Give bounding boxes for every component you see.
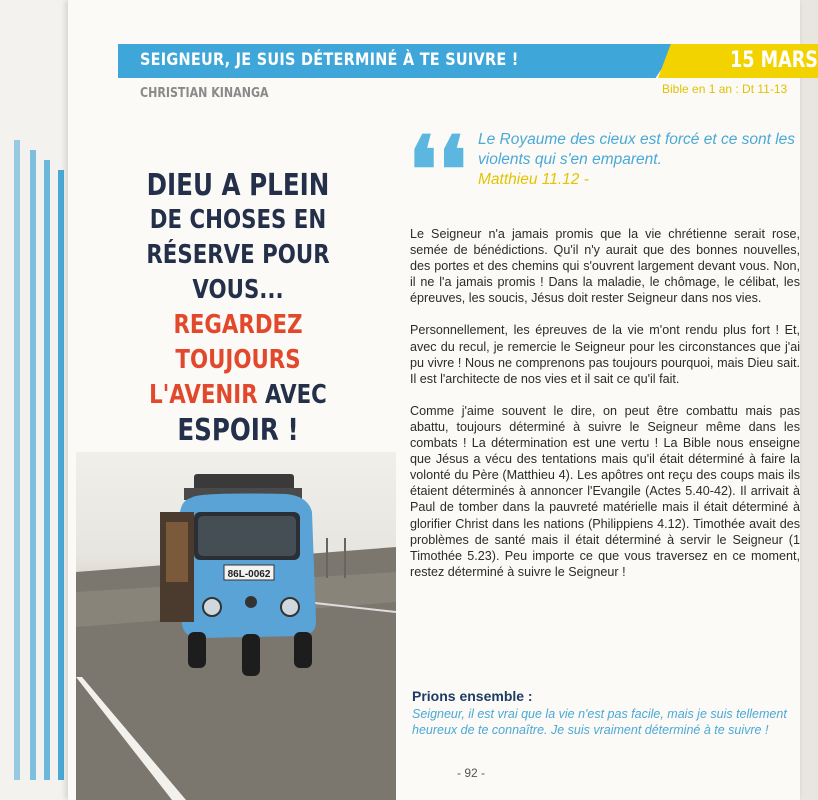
headline-highlight-word: L'AVENIR [149, 380, 258, 410]
scripture-quote [478, 130, 796, 190]
tuktuk-photo [76, 452, 396, 800]
headline-word: AVEC [257, 380, 327, 410]
paragraph: Personnellement, les épreuves de la vie m'ont rendu plus fort ! Et, avec du recul, je remercie le Seigneur pour les circonstances que j'ai pu vivre ! Nous ne comprenons pas toujours pourquoi, mais Dieu sait. Il est l'architecte de nos vies et il sait ce qu'il fait. [410, 323, 800, 386]
headline-line: DIEU A PLEIN [146, 168, 330, 203]
page-title: SEIGNEUR, JE SUIS DÉTERMINÉ À TE SUIVRE ! [140, 50, 519, 70]
devotional-body [410, 226, 800, 596]
headline-line: ESPOIR ! [177, 413, 299, 448]
quote-reference: Matthieu 11.12 [478, 171, 580, 188]
quote-dash: - [579, 171, 589, 188]
license-plate: 86L-0062 [227, 569, 271, 580]
book-page [68, 0, 818, 800]
paragraph: Le Seigneur n'a jamais promis que la vie chrétienne serait rose, semée de bénédictions. Qu'il n'y aurait que des bonnes nouvelles, des portes et des chemins qui s'ouvrent largement devant vous. Non, il ne l'a jamais promis ! Dans la maladie, le chômage, le célibat, les épreuves, les soucis, Jésus doit rester Seigneur dans nos vies. [410, 227, 800, 306]
prayer-title: Prions ensemble : [412, 688, 533, 704]
author-name: CHRISTIAN KINANGA [140, 86, 269, 101]
headline-line: RÉSERVE POUR VOUS... [146, 240, 330, 305]
prayer-text: Seigneur, il est vrai que la vie n'est pas facile, mais je suis tellement heureux de te connaître. Je suis vraiment déterminé à te suivre ! [412, 707, 787, 737]
bible-reading-plan: Bible en 1 an : Dt 11-13 [662, 82, 788, 96]
headline-line: DE CHOSES EN [149, 205, 327, 235]
date-label: 15 MARS [730, 48, 818, 73]
headline [115, 168, 361, 448]
page-number: - 92 - [457, 766, 486, 780]
headline-line-highlight: REGARDEZ TOUJOURS [173, 310, 303, 375]
quote-mark-icon: ❛❛ [408, 116, 468, 224]
quote-text: Le Royaume des cieux est forcé et ce sont les violents qui s'en emparent. [478, 131, 796, 168]
paragraph: Comme j'aime souvent le dire, on peut être combattu mais pas abattu, toujours déterminé à suivre le Seigneur même dans les combats ! La détermination est une vertu ! La Bible nous enseigne que Jésus a vécu des tentations mais qu'il était déterminé à faire la volonté du Père (Matthieu 4). Les apôtres ont reçu des coups mais ils étaient déterminés à annoncer l'Evangile (Actes 5.40-42). Il arrivait à Paul de tomber dans la pauvreté matérielle mais il était déterminé à glorifier Christ dans les nations (Philippiens 4.12). Timothée avait des problèmes de santé mais il était déterminé à servir le Seigneur (1 Timothée 5.23). Peu importe ce que vous traversez en ce moment, restez déterminé à suivre le Seigneur ! [410, 403, 800, 579]
headline-line [115, 378, 361, 413]
